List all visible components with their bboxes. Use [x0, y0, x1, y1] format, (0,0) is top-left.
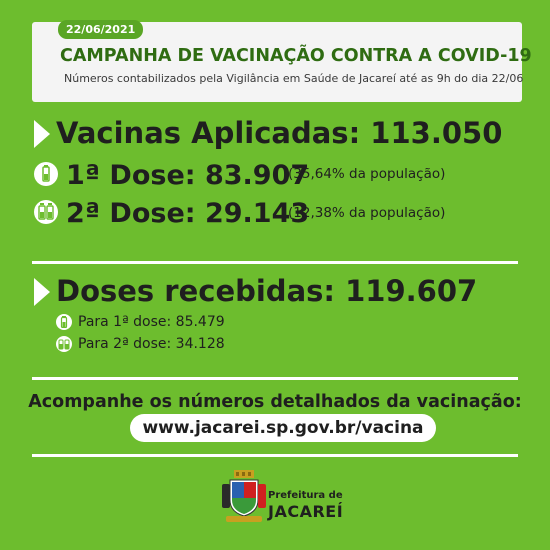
vaccine-vial-icon — [34, 162, 58, 186]
dose1-label: 1ª Dose: — [66, 160, 196, 191]
divider-2 — [32, 377, 518, 380]
dose1-line — [66, 160, 309, 191]
header-card — [32, 22, 532, 102]
vaccine-url-link[interactable]: www.jacarei.sp.gov.br/vacina — [130, 414, 436, 442]
logo-line2: JACAREÍ — [268, 502, 344, 521]
divider-3 — [32, 454, 518, 457]
coat-of-arms-icon — [222, 470, 266, 524]
logo-line1: Prefeitura de — [268, 490, 343, 501]
campaign-subtitle: Números contabilizados pela Vigilância em Saúde de Jacareí até as 9h do dia 22/06 — [64, 72, 524, 85]
dose1-value: 83.907 — [204, 160, 310, 191]
applied-title — [56, 116, 502, 150]
dose2-line — [66, 198, 309, 229]
applied-label: Vacinas Aplicadas: — [56, 116, 361, 150]
divider-1 — [32, 261, 518, 264]
two-vials-icon — [56, 336, 72, 352]
received-title — [56, 274, 477, 308]
campaign-title: CAMPANHA DE VACINAÇÃO CONTRA A COVID-19 — [60, 46, 532, 66]
received-dose2: Para 2ª dose: 34.128 — [78, 336, 225, 352]
dose2-note: (12,38% da população) — [288, 205, 446, 221]
applied-value: 113.050 — [370, 116, 503, 150]
received-value: 119.607 — [345, 274, 478, 308]
received-label: Doses recebidas: — [56, 274, 335, 308]
two-vials-icon — [34, 200, 58, 224]
dose2-value: 29.143 — [204, 198, 310, 229]
cta-text: Acompanhe os números detalhados da vacinação: — [28, 392, 522, 412]
date-badge: 22/06/2021 — [58, 20, 143, 39]
dose2-label: 2ª Dose: — [66, 198, 196, 229]
arrow-icon — [34, 120, 50, 148]
vaccine-vial-icon — [56, 314, 72, 330]
dose1-note: (35,64% da população) — [288, 166, 446, 182]
arrow-icon — [34, 278, 50, 306]
received-dose1: Para 1ª dose: 85.479 — [78, 314, 225, 330]
